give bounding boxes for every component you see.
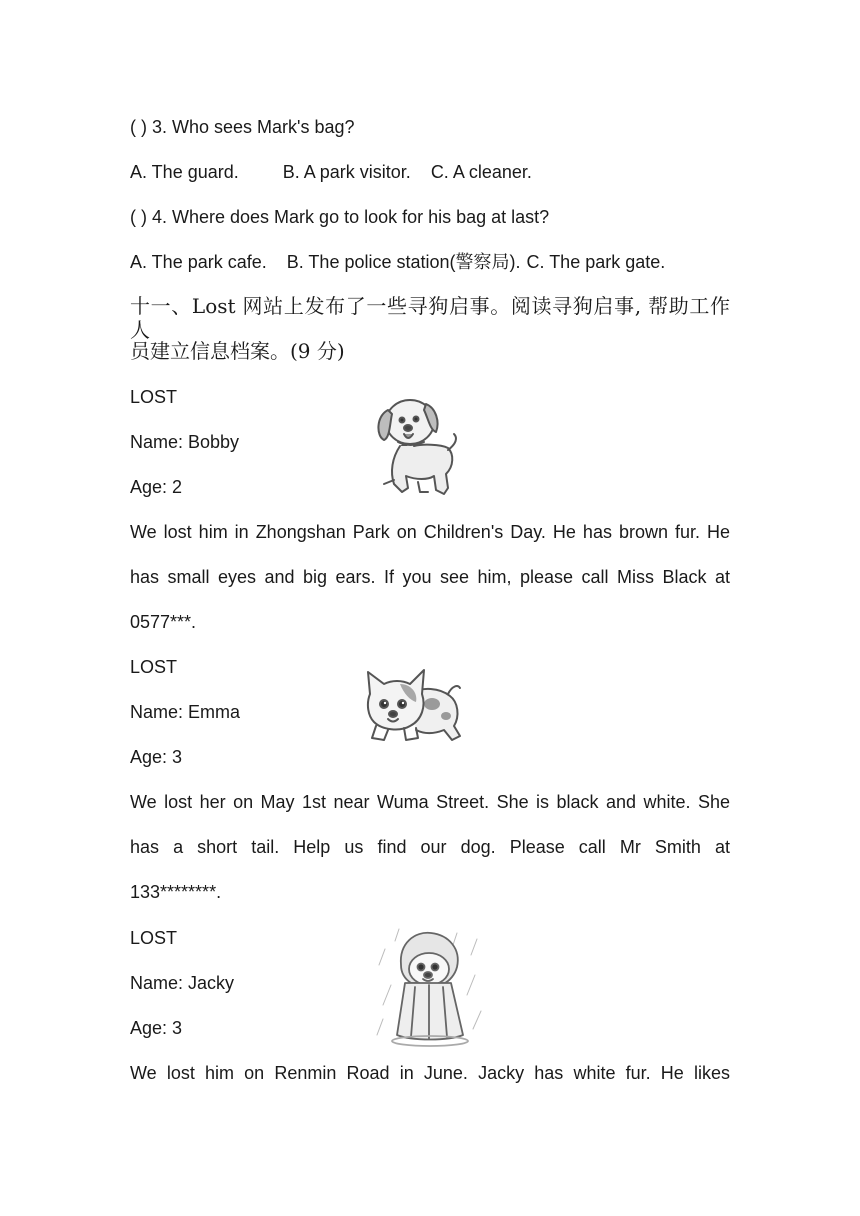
option-a: A. The park cafe. [130, 252, 267, 272]
option-b: B. The police station(警察局). [286, 252, 521, 272]
notice-1-age: Age: 2 [130, 477, 183, 497]
option-a: A. The guard. [130, 162, 239, 182]
notice-3-age: Age: 3 [130, 1018, 183, 1038]
notice-2-text-line-2: has a short tail. Help us find our dog. Please call Mr Smith at [130, 837, 730, 857]
section-11-instruction-line-2: 员建立信息档案。(9 分) [130, 339, 345, 363]
notice-2-text-line-3: 133********. [130, 882, 222, 902]
notice-2-name: Name: Emma [130, 702, 241, 722]
notice-1-name: Name: Bobby [130, 432, 240, 452]
question-4-stem: ( ) 4. Where does Mark go to look for his bag at last? [130, 207, 550, 227]
option-c: C. A cleaner. [430, 162, 532, 182]
notice-3-name: Name: Jacky [130, 973, 235, 993]
notice-1-text-line-3: 0577***. [130, 612, 197, 632]
question-3-stem: ( ) 3. Who sees Mark's bag? [130, 117, 355, 137]
notice-2-heading: LOST [130, 657, 178, 677]
spotted-dog-icon [360, 664, 465, 746]
notice-1-text-line-1: We lost him in Zhongshan Park on Children's Day. He has brown fur. He [130, 522, 730, 542]
question-4-options [130, 250, 665, 274]
notice-2-age: Age: 3 [130, 747, 183, 767]
notice-3-heading: LOST [130, 928, 178, 948]
notice-3-text-line-1: We lost him on Renmin Road in June. Jacky has white fur. He likes [130, 1063, 730, 1083]
notice-1-heading: LOST [130, 387, 178, 407]
option-b: B. A park visitor. [282, 162, 411, 182]
raincoat-dog-icon [375, 925, 485, 1050]
section-11-instruction-line-1: 十一、Lost 网站上发布了一些寻狗启事。阅读寻狗启事, 帮助工作人 [130, 294, 730, 342]
question-3-options [130, 160, 532, 184]
notice-2-text-line-1: We lost her on May 1st near Wuma Street. She is black and white. She [130, 792, 730, 812]
option-c: C. The park gate. [526, 252, 666, 272]
puppy-icon [370, 392, 465, 502]
notice-1-text-line-2: has small eyes and big ears. If you see him, please call Miss Black at [130, 567, 730, 587]
